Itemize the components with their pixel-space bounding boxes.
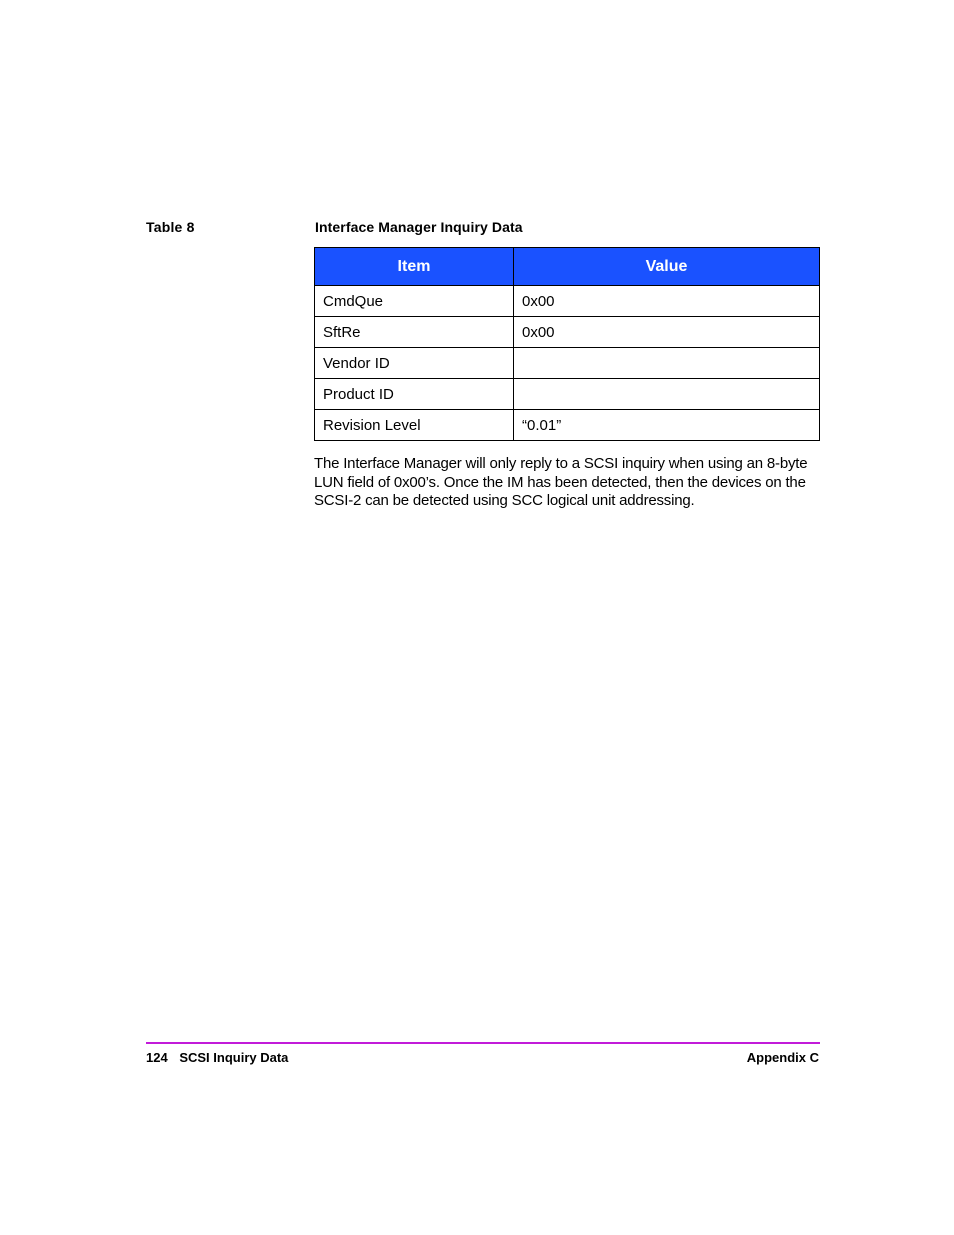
cell-value [514, 379, 820, 410]
cell-item: SftRe [315, 317, 514, 348]
cell-value [514, 348, 820, 379]
footer-divider [146, 1042, 820, 1044]
table-row [315, 379, 820, 410]
footer-section-title: SCSI Inquiry Data [179, 1050, 289, 1065]
footer-left [146, 1050, 288, 1065]
page-number: 124 [146, 1050, 168, 1065]
cell-item: Product ID [315, 379, 514, 410]
table-title: Interface Manager Inquiry Data [315, 219, 523, 235]
table-row [315, 348, 820, 379]
body-paragraph: The Interface Manager will only reply to a SCSI inquiry when using an 8-byte LUN field of 0x00’s. Once the IM has been detected, then the devices on the SCSI-2 can be detected using SCC logical unit addressing. [314, 455, 808, 509]
column-header-item: Item [315, 248, 514, 286]
footer-chapter: Appendix C [746, 1050, 819, 1065]
table-row [315, 286, 820, 317]
cell-value: “0.01” [514, 410, 820, 441]
cell-item: Revision Level [315, 410, 514, 441]
inquiry-data-table [314, 247, 820, 441]
cell-value: 0x00 [514, 286, 820, 317]
table-row [315, 317, 820, 348]
cell-value: 0x00 [514, 317, 820, 348]
table-row [315, 410, 820, 441]
cell-item: CmdQue [315, 286, 514, 317]
table-label: Table 8 [146, 219, 195, 235]
table-header-row [315, 248, 820, 286]
column-header-value: Value [514, 248, 820, 286]
cell-item: Vendor ID [315, 348, 514, 379]
